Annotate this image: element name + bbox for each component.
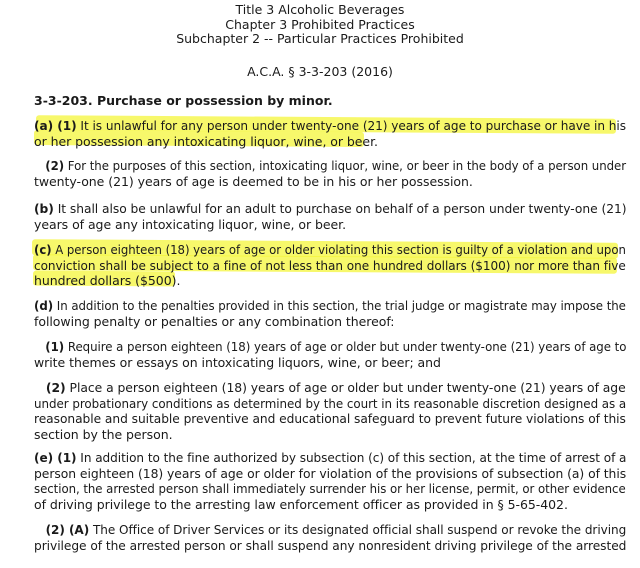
- citation: A.C.A. § 3-3-203 (2016): [247, 63, 393, 79]
- paragraph-d1: (1) Require a person eighteen (18) years of age or older but under twenty-one (21) years of age to write themes or essays on intoxicating liquors, wine, or beer; and: [34, 339, 627, 370]
- paragraph-a1: (a) (1) It is unlawful for any person under twenty-one (21) years of age to purchase or have in his or her possession any intoxicating liquor, wine, or beer.: [34, 118, 627, 149]
- chapter-line: Chapter 3 Prohibited Practices: [225, 16, 415, 32]
- paragraph-a2: (2) For the purposes of this section, intoxicating liquor, wine, or beer in the body of a person under twenty-one (21) years of age is deemed to be in his or her possession.: [34, 158, 627, 189]
- subchapter-line: Subchapter 2 -- Particular Practices Prohibited: [176, 31, 464, 46]
- paragraph-b: (b) It shall also be unlawful for an adult to purchase on behalf of a person under twenty-one (21) years of age any intoxicating liquor, wine, or beer.: [34, 201, 627, 232]
- paragraph-label: (2): [45, 158, 65, 173]
- paragraph-e1: (e) (1) In addition to the fine authorized by subsection (c) of this section, at the time of arrest of a person eighteen (18) years of age or older for violation of the provisions of subsection (a) of this section, the arrested person shall immediately surrender his or her license, permit, or other evidence of driving privilege to the arresting law enforcement officer as provided in § 5-65-402.: [34, 450, 627, 512]
- paragraph-label: (1): [45, 339, 65, 354]
- paragraph-label: (2): [45, 380, 66, 395]
- paragraph-label: (e) (1): [34, 450, 77, 465]
- paragraph-c: (c) A person eighteen (18) years of age or older violating this section is guilty of a violation and upon conviction shall be subject to a fine of not less than one hundred dollars ($100) nor more than five hundred dollars ($500).: [34, 242, 626, 288]
- paragraph-d: (d) In addition to the penalties provided in this section, the trial judge or magistrate may impose the following penalty or penalties or any combination thereof:: [34, 298, 626, 329]
- paragraph-e2A: (2) (A) The Office of Driver Services or its designated official shall suspend or revoke the driving privilege of the arrested person or shall suspend any nonresident driving privilege of the arrested: [34, 522, 627, 553]
- document-header: [0, 0, 640, 79]
- paragraph-label: (2) (A): [45, 522, 90, 537]
- section-title: 3-3-203. Purchase or possession by minor.: [34, 93, 333, 108]
- paragraph-label: (b): [34, 201, 54, 216]
- paragraph-label: (d): [34, 298, 54, 313]
- paragraph-label: (a) (1): [34, 118, 77, 133]
- paragraph-d2: (2) Place a person eighteen (18) years of age or older but under twenty-one (21) years of age under probationary conditions as determined by the court in its reasonable discretion designed as a reasonable and suitable preventive and educational safeguard to prevent future violations of this section by the person.: [34, 380, 627, 442]
- paragraph-label: (c): [34, 242, 52, 257]
- title-line: Title 3 Alcoholic Beverages: [235, 2, 405, 17]
